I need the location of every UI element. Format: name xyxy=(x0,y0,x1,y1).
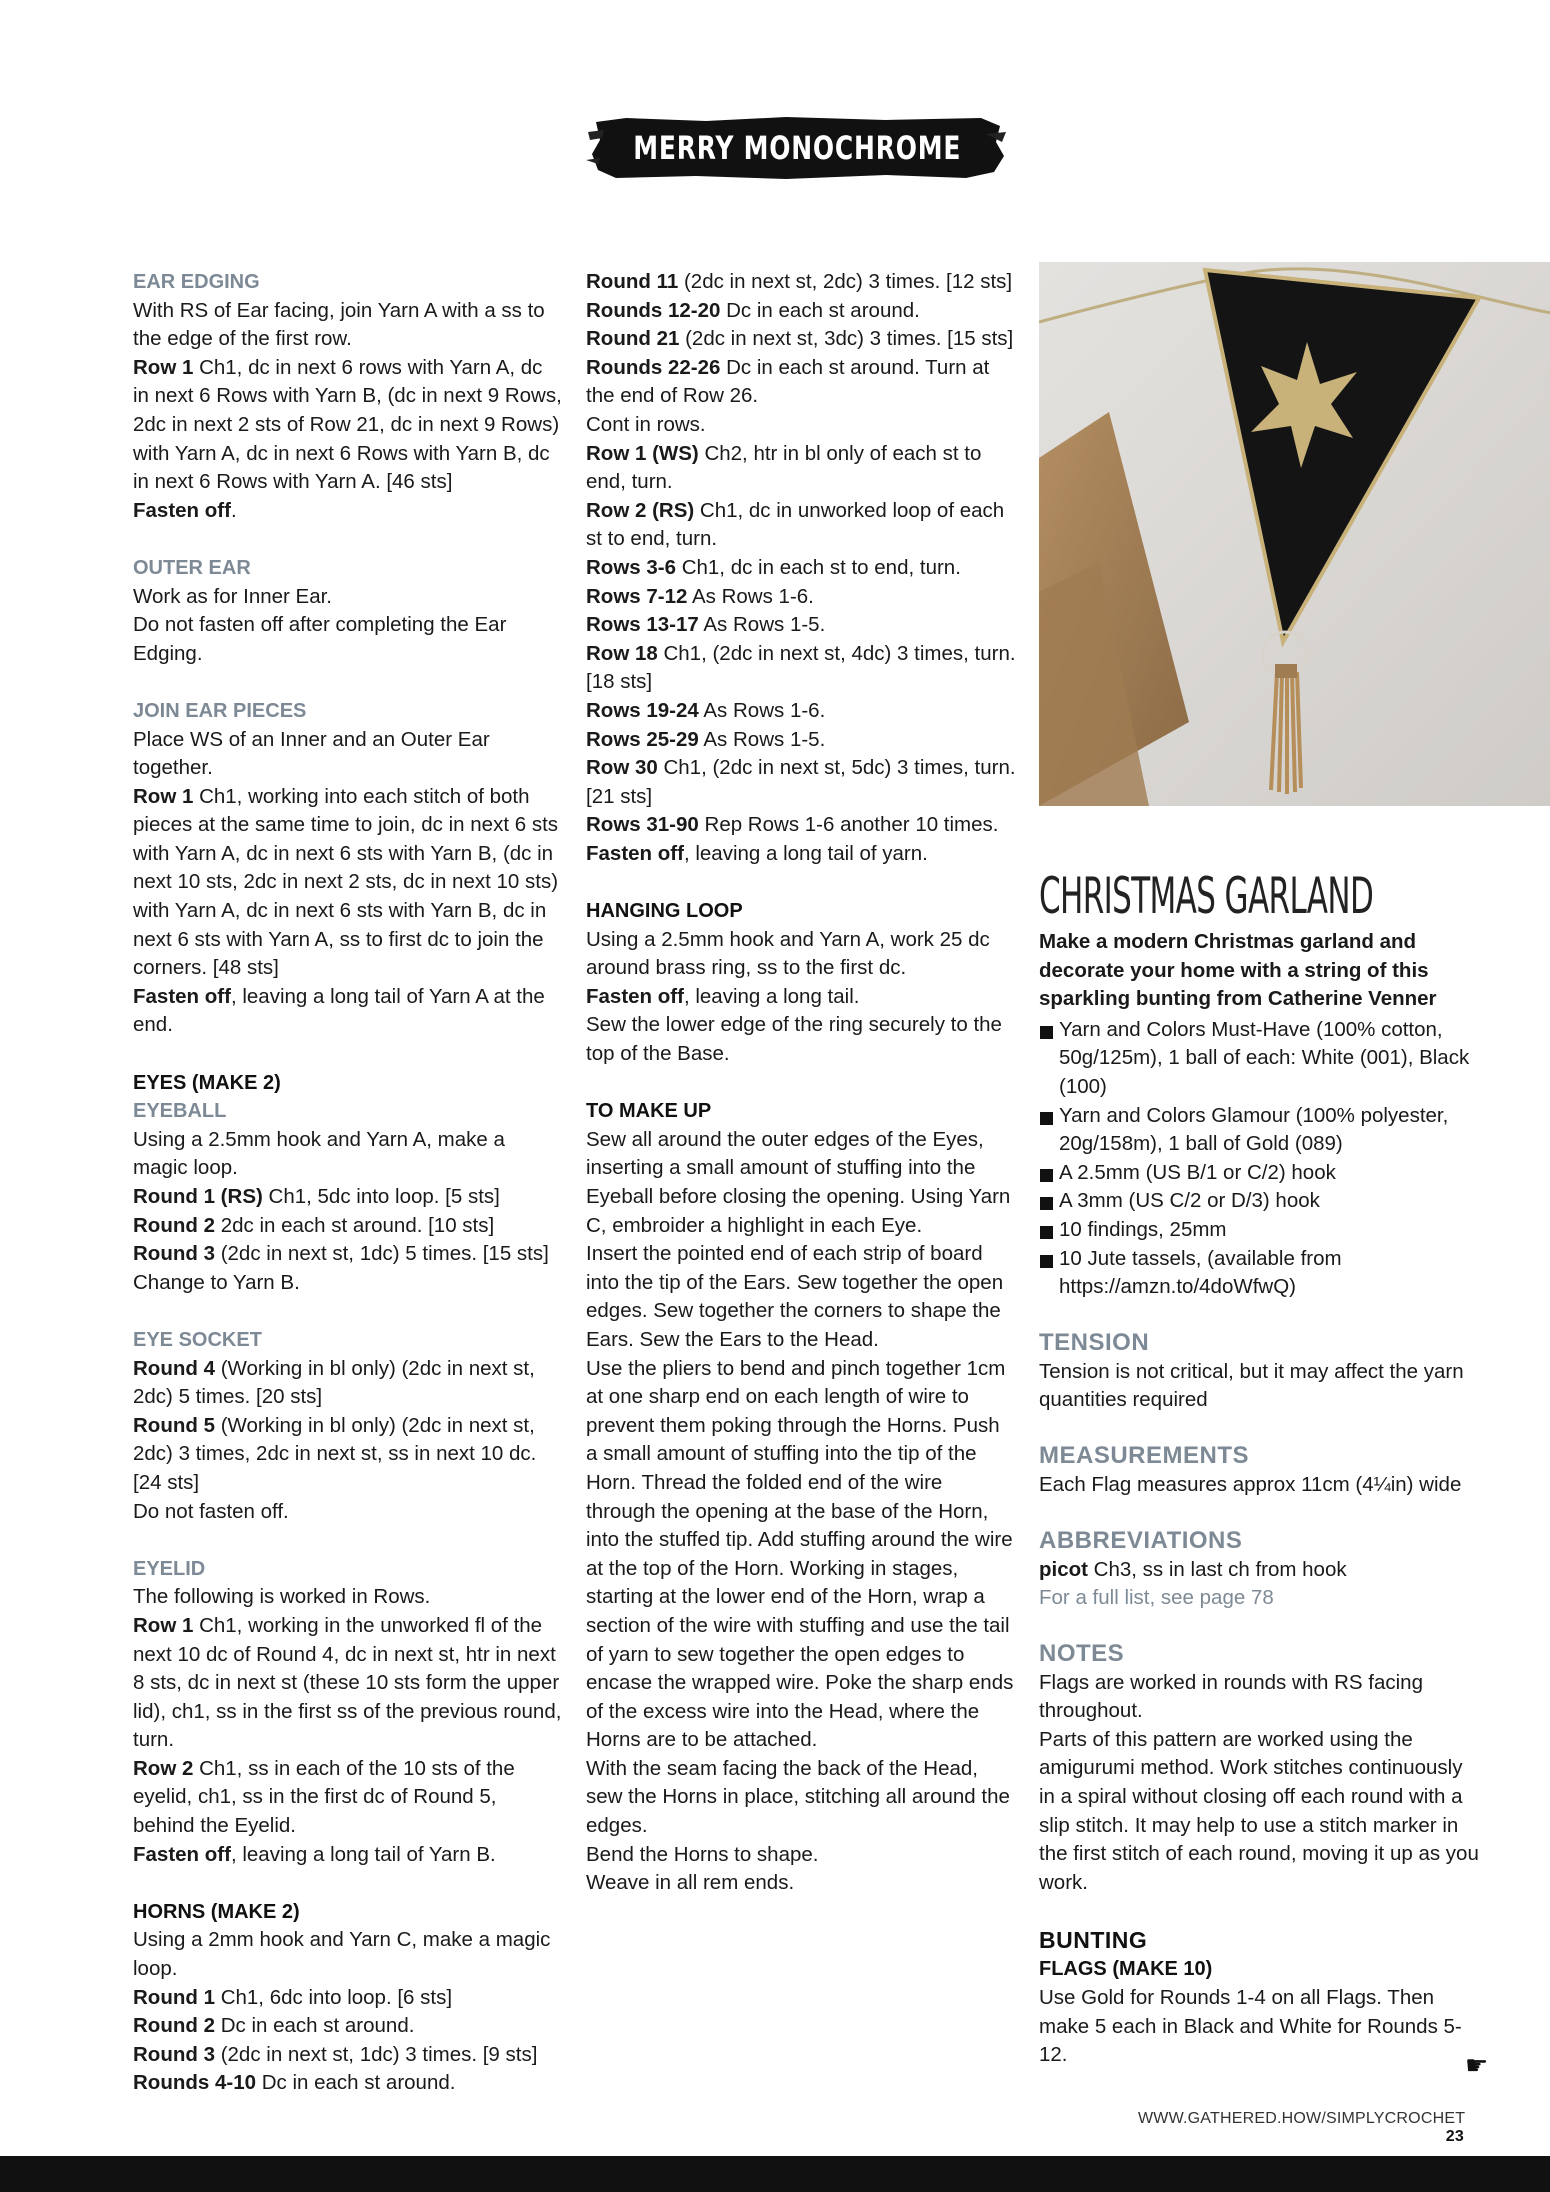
instruction-line xyxy=(133,497,563,526)
instruction-label: Row 1 xyxy=(133,784,194,808)
instruction-text: Dc in each st around. xyxy=(256,2071,456,2095)
instruction-text: Bend the Horns to shape. xyxy=(586,1842,819,1866)
rounds-section xyxy=(586,268,1016,868)
instruction-label: Row 30 xyxy=(586,756,658,780)
instruction-label: Round 1 xyxy=(133,1985,215,2009)
instruction-text: Do not fasten off. xyxy=(133,1499,289,1523)
garland-section xyxy=(1039,866,1479,2070)
instruction-label: Round 3 xyxy=(133,2042,215,2066)
instruction-lines xyxy=(133,726,563,1041)
instruction-text: Ch1, 5dc into loop. [5 sts] xyxy=(262,1185,500,1208)
horns-section xyxy=(133,1898,563,2098)
instruction-label: Row 1 (WS) xyxy=(586,441,699,465)
column-middle xyxy=(586,268,1016,1926)
instruction-label: Row 2 xyxy=(133,1756,194,1780)
instruction-line xyxy=(133,1926,563,1983)
instruction-line xyxy=(586,297,1016,326)
instruction-label: Rows 3-6 xyxy=(586,555,676,579)
abbreviation-entry xyxy=(1039,1556,1479,1585)
instruction-label: Round 1 (RS) xyxy=(133,1185,263,1208)
instruction-text: Weave in all rem ends. xyxy=(586,1871,795,1895)
measurements-text: Each Flag measures approx 11cm (4¼in) wide xyxy=(1039,1472,1462,1496)
list-item: Yarn and Colors Glamour (100% polyester, 20g/158m), 1 ball of Gold (089) xyxy=(1039,1102,1479,1159)
instruction-line xyxy=(133,1841,563,1870)
instruction-text: , leaving a long tail. xyxy=(683,984,860,1008)
page-title: MERRY MONOCHROME xyxy=(633,129,961,167)
instruction-line xyxy=(586,354,1016,411)
instruction-text: Ch1, dc in unworked loop of each st to end, turn. xyxy=(586,498,1005,551)
section-heading: EYE SOCKET xyxy=(133,1328,262,1351)
bunting-text: Use Gold for Rounds 1-4 on all Flags. Then make 5 each in Black and White for Rounds 5-12. xyxy=(1039,1986,1462,2067)
instruction-line xyxy=(586,983,1016,1012)
instruction-line xyxy=(133,1183,563,1212)
instruction-text: , leaving a long tail of yarn. xyxy=(683,841,928,865)
instruction-text: , leaving a long tail of Yarn B. xyxy=(230,1842,496,1866)
instruction-line xyxy=(133,726,563,783)
instruction-line xyxy=(133,1612,563,1755)
instruction-line xyxy=(133,297,563,354)
instruction-line xyxy=(586,926,1016,983)
instruction-line xyxy=(133,2041,563,2070)
notes-heading: NOTES xyxy=(1039,1639,1125,1667)
abbreviation-term: picot xyxy=(1039,1557,1088,1581)
instruction-text: Ch1, 6dc into loop. [6 sts] xyxy=(215,1985,453,2009)
section-heading: HANGING LOOP xyxy=(586,900,743,923)
instruction-lines xyxy=(586,268,1016,868)
instruction-label: Row 2 (RS) xyxy=(586,498,695,522)
bunting-flag-image xyxy=(1039,262,1550,806)
measurements-heading: MEASUREMENTS xyxy=(1039,1441,1250,1469)
abbreviations-note: For a full list, see page 78 xyxy=(1039,1586,1274,1610)
instruction-line xyxy=(133,783,563,983)
tension-heading: TENSION xyxy=(1039,1328,1150,1356)
instruction-text: (2dc in next st, 3dc) 3 times. [15 sts] xyxy=(679,327,1014,351)
instruction-lines xyxy=(133,1126,563,1298)
instruction-text: Dc in each st around. xyxy=(720,298,920,322)
section-subheading: EYEBALL xyxy=(133,1100,227,1123)
garland-intro: Make a modern Christmas garland and decorate your home with a string of this sparkling bunting from Catherine Venner xyxy=(1039,930,1437,1011)
instruction-line xyxy=(133,983,563,1040)
instruction-line xyxy=(586,411,1016,440)
instruction-line xyxy=(586,1011,1016,1068)
instruction-text: Using a 2.5mm hook and Yarn A, make a magic loop. xyxy=(133,1127,505,1180)
list-item: 10 Jute tassels, (available from https://amzn.to/4doWfwQ) xyxy=(1039,1245,1479,1302)
instruction-label: Fasten off xyxy=(133,1842,231,1866)
instruction-text: (Working in bl only) (2dc in next st, 2dc) 3 times, 2dc in next st, ss in next 10 dc. [24 sts] xyxy=(133,1413,537,1494)
instruction-label: Rows 19-24 xyxy=(586,698,699,722)
instruction-text: With RS of Ear facing, join Yarn A with a ss to the edge of the first row. xyxy=(133,298,545,351)
instruction-text: Ch1, (2dc in next st, 5dc) 3 times, turn. [21 sts] xyxy=(586,756,1016,808)
instruction-text: , leaving a long tail of Yarn A at the end. xyxy=(133,984,545,1037)
instruction-text: (2dc in next st, 1dc) 5 times. [15 sts] xyxy=(215,1242,549,1266)
instruction-label: Round 2 xyxy=(133,1213,215,1237)
instruction-line xyxy=(133,1355,563,1412)
instruction-line xyxy=(133,2012,563,2041)
instruction-text: As Rows 1-5. xyxy=(698,727,826,751)
section-heading: EYELID xyxy=(133,1557,206,1580)
instruction-text: As Rows 1-6. xyxy=(698,698,826,722)
notes-line: Flags are worked in rounds with RS facing throughout. xyxy=(1039,1670,1423,1723)
abbreviations-heading: ABBREVIATIONS xyxy=(1039,1526,1243,1554)
hanging-loop-section xyxy=(586,897,1016,1069)
instruction-line xyxy=(586,811,1016,840)
instruction-line xyxy=(586,268,1016,297)
instruction-label: Fasten off xyxy=(586,841,684,865)
abbreviation-definition: Ch3, ss in last ch from hook xyxy=(1087,1557,1347,1581)
instruction-text: (Working in bl only) (2dc in next st, 2dc) 5 times. [20 sts] xyxy=(133,1356,535,1409)
instruction-line xyxy=(133,611,563,668)
instruction-text: Work as for Inner Ear. xyxy=(133,584,333,608)
instruction-text: (2dc in next st, 1dc) 3 times. [9 sts] xyxy=(215,2042,538,2066)
instruction-label: Rounds 4-10 xyxy=(133,2071,257,2095)
instruction-text: Ch1, ss in each of the 10 sts of the eyelid, ch1, ss in the first dc of Round 5, behind the Eyelid. xyxy=(133,1756,515,1838)
instruction-lines xyxy=(133,297,563,526)
list-item: A 2.5mm (US B/1 or C/2) hook xyxy=(1039,1159,1479,1188)
pointing-hand-icon: ☛ xyxy=(1465,2050,1489,2080)
instruction-text: Insert the pointed end of each strip of board into the tip of the Ears. Sew together the open edges. Sew together the corners to shape the Ears. Sew the Ears to the Head. xyxy=(586,1242,1004,1351)
instruction-line xyxy=(133,1126,563,1183)
instruction-line xyxy=(133,1269,563,1298)
instruction-line xyxy=(133,583,563,612)
instruction-line xyxy=(133,1212,563,1241)
section-heading: EAR EDGING xyxy=(133,271,260,293)
eye-socket-section xyxy=(133,1326,563,1526)
section-heading: JOIN EAR PIECES xyxy=(133,699,307,722)
instruction-lines xyxy=(133,1355,563,1527)
instruction-label: Round 21 xyxy=(586,327,680,351)
join-ear-section xyxy=(133,697,563,1040)
list-item: 10 findings, 25mm xyxy=(1039,1216,1479,1245)
page-number: 23 xyxy=(1445,2128,1464,2145)
instruction-label: Round 11 xyxy=(586,270,679,293)
instruction-text: Change to Yarn B. xyxy=(133,1270,300,1294)
instruction-lines xyxy=(586,1126,1016,1898)
instruction-line xyxy=(586,611,1016,640)
instruction-text: Place WS of an Inner and an Outer Ear together. xyxy=(133,727,490,780)
instruction-line xyxy=(133,1412,563,1498)
instruction-label: Row 1 xyxy=(133,1613,194,1637)
instruction-label: Round 3 xyxy=(133,1242,215,1266)
instruction-lines xyxy=(133,583,563,669)
instruction-label: Fasten off xyxy=(586,984,684,1008)
eyelid-section xyxy=(133,1555,563,1870)
instruction-text: Ch2, htr in bl only of each st to end, turn. xyxy=(586,441,982,494)
instruction-line xyxy=(586,1841,1016,1870)
instruction-text: Cont in rows. xyxy=(586,412,706,436)
instruction-label: Round 4 xyxy=(133,1356,215,1380)
notes-line: Parts of this pattern are worked using the amigurumi method. Work stitches continuously in a spiral without closing off each round with a slip stitch. It may help to use a stitch marker in the first stitch of each round, moving it up as you work. xyxy=(1039,1727,1479,1894)
instruction-label: Rows 7-12 xyxy=(586,584,688,608)
instruction-label: Rows 13-17 xyxy=(586,613,699,637)
instruction-text: Ch1, working in the unworked fl of the next 10 dc of Round 4, dc in next st, htr in next 8 sts, dc in next st (these 10 sts form the upper lid), ch1, ss in the first ss of the previous round, turn. xyxy=(133,1613,562,1752)
instruction-line xyxy=(586,1240,1016,1354)
section-heading: HORNS (MAKE 2) xyxy=(133,1900,300,1923)
instruction-text: Sew all around the outer edges of the Eyes, inserting a small amount of stuffing into the Eyeball before closing the opening. Using Yarn C, embroider a highlight in each Eye. xyxy=(586,1127,1011,1237)
section-heading: OUTER EAR xyxy=(133,556,251,579)
instruction-text: Ch1, dc in next 6 rows with Yarn A, dc in next 6 Rows with Yarn B, (dc in next 9 Rows, 2dc in next 2 sts of Row 21, dc in next 9 Rows) with Yarn A, dc in next 6 Rows with Yarn B, dc in next 6 Rows with Yarn A. [46 sts] xyxy=(133,355,562,494)
instruction-lines xyxy=(586,926,1016,1069)
instruction-text: Ch1, working into each stitch of both pieces at the same time to join, dc in next 6 sts with Yarn A, dc in next 6 sts with Yarn B, (dc in next 10 sts, 2dc in next 2 sts, dc in next 10 sts) with Yarn A, dc in next 6 sts with Yarn B, dc in next 6 sts with Yarn A, ss to first dc to join the corners. [48 sts] xyxy=(133,784,559,980)
instruction-label: Rows 31-90 xyxy=(586,813,699,837)
instruction-line xyxy=(586,754,1016,811)
garland-title: CHRISTMAS GARLAND xyxy=(1039,867,1374,925)
instruction-line xyxy=(586,497,1016,554)
make-up-section xyxy=(586,1097,1016,1898)
list-item: Yarn and Colors Must-Have (100% cotton, 50g/125m), 1 ball of each: White (001), Black (100) xyxy=(1039,1016,1479,1102)
footer-url: WWW.GATHERED.HOW/SIMPLYCROCHET xyxy=(1138,2110,1465,2127)
instruction-label: Row 1 xyxy=(133,355,194,379)
bottom-bar xyxy=(0,2156,1550,2192)
instruction-label: Row 18 xyxy=(586,641,658,665)
bunting-heading: BUNTING xyxy=(1039,1927,1148,1954)
instruction-line xyxy=(586,1755,1016,1841)
instruction-text: Sew the lower edge of the ring securely to the top of the Base. xyxy=(586,1013,1002,1066)
instruction-label: Rounds 12-20 xyxy=(586,298,721,322)
instruction-line xyxy=(133,1755,563,1841)
instruction-text: Ch1, dc in each st to end, turn. xyxy=(676,555,961,579)
instruction-label: Rows 25-29 xyxy=(586,727,699,751)
instruction-line xyxy=(586,726,1016,755)
garland-photo xyxy=(1039,262,1550,806)
instruction-line xyxy=(586,840,1016,869)
instruction-line xyxy=(586,325,1016,354)
flags-subheading: FLAGS (MAKE 10) xyxy=(1039,1958,1213,1981)
instruction-line xyxy=(133,354,563,497)
outer-ear-section xyxy=(133,554,563,668)
instruction-label: Round 2 xyxy=(133,2014,215,2038)
list-item: A 3mm (US C/2 or D/3) hook xyxy=(1039,1187,1479,1216)
instruction-text: Rep Rows 1-6 another 10 times. xyxy=(698,813,999,837)
instruction-lines xyxy=(133,1583,563,1869)
instruction-text: Using a 2mm hook and Yarn C, make a magic loop. xyxy=(133,1928,551,1981)
instruction-line xyxy=(586,1355,1016,1755)
section-banner xyxy=(586,112,1008,184)
instruction-label: Fasten off xyxy=(133,498,231,522)
section-heading: EYES (MAKE 2) xyxy=(133,1071,281,1094)
instruction-text: Do not fasten off after completing the Ear Edging. xyxy=(133,613,507,665)
instruction-text: Dc in each st around. xyxy=(215,2014,415,2038)
instruction-label: Round 5 xyxy=(133,1413,215,1437)
instruction-text: Use the pliers to bend and pinch together 1cm at one sharp end on each length of wire to prevent them poking through the Horns. Push a small amount of stuffing into the tip of the Horn. Thread the folded end of the wire through the opening at the base of the Horn, into the stuffed tip. Add stuffing around the wire at the top of the Horn. Working in stages, starting at the lower end of the Horn, wrap a section of the wire with stuffing and use the tail of yarn to sew together the open edges to encase the wrapped wire. Poke the sharp ends of the excess wire into the Head, where the Horns are to be attached. xyxy=(586,1356,1014,1752)
instruction-lines xyxy=(133,1926,563,2098)
instruction-text: Ch1, (2dc in next st, 4dc) 3 times, turn. [18 sts] xyxy=(586,641,1016,694)
ear-edging-section xyxy=(133,268,563,525)
instruction-line xyxy=(586,1869,1016,1898)
instruction-line xyxy=(586,440,1016,497)
instruction-text: Dc in each st around. Turn at the end of Row 26. xyxy=(586,355,990,408)
section-heading: TO MAKE UP xyxy=(586,1100,712,1123)
instruction-line xyxy=(586,1126,1016,1240)
instruction-line xyxy=(586,583,1016,612)
instruction-text: Using a 2.5mm hook and Yarn A, work 25 dc around brass ring, ss to the first dc. xyxy=(586,927,990,980)
instruction-line xyxy=(133,2069,563,2098)
instruction-line xyxy=(586,554,1016,583)
instruction-text: With the seam facing the back of the Head, sew the Horns in place, stitching all around the edges. xyxy=(586,1756,1010,1838)
column-left xyxy=(133,268,563,2127)
instruction-label: Rounds 22-26 xyxy=(586,355,721,379)
instruction-line xyxy=(133,1498,563,1527)
instruction-text: . xyxy=(230,498,237,522)
tension-text: Tension is not critical, but it may affect the yarn quantities required xyxy=(1039,1359,1464,1412)
instruction-line xyxy=(133,1984,563,2013)
instruction-text: The following is worked in Rows. xyxy=(133,1585,431,1609)
footer xyxy=(1138,2110,1464,2146)
materials-list xyxy=(1039,1016,1479,1302)
instruction-line xyxy=(133,1240,563,1269)
instruction-line xyxy=(586,697,1016,726)
instruction-text: (2dc in next st, 2dc) 3 times. [12 sts] xyxy=(678,270,1013,293)
instruction-line xyxy=(133,1583,563,1612)
instruction-line xyxy=(586,640,1016,697)
instruction-text: 2dc in each st around. [10 sts] xyxy=(215,1213,495,1237)
instruction-text: As Rows 1-5. xyxy=(698,613,826,637)
eyes-section xyxy=(133,1069,563,1298)
instruction-text: As Rows 1-6. xyxy=(687,584,814,608)
instruction-label: Fasten off xyxy=(133,984,231,1008)
